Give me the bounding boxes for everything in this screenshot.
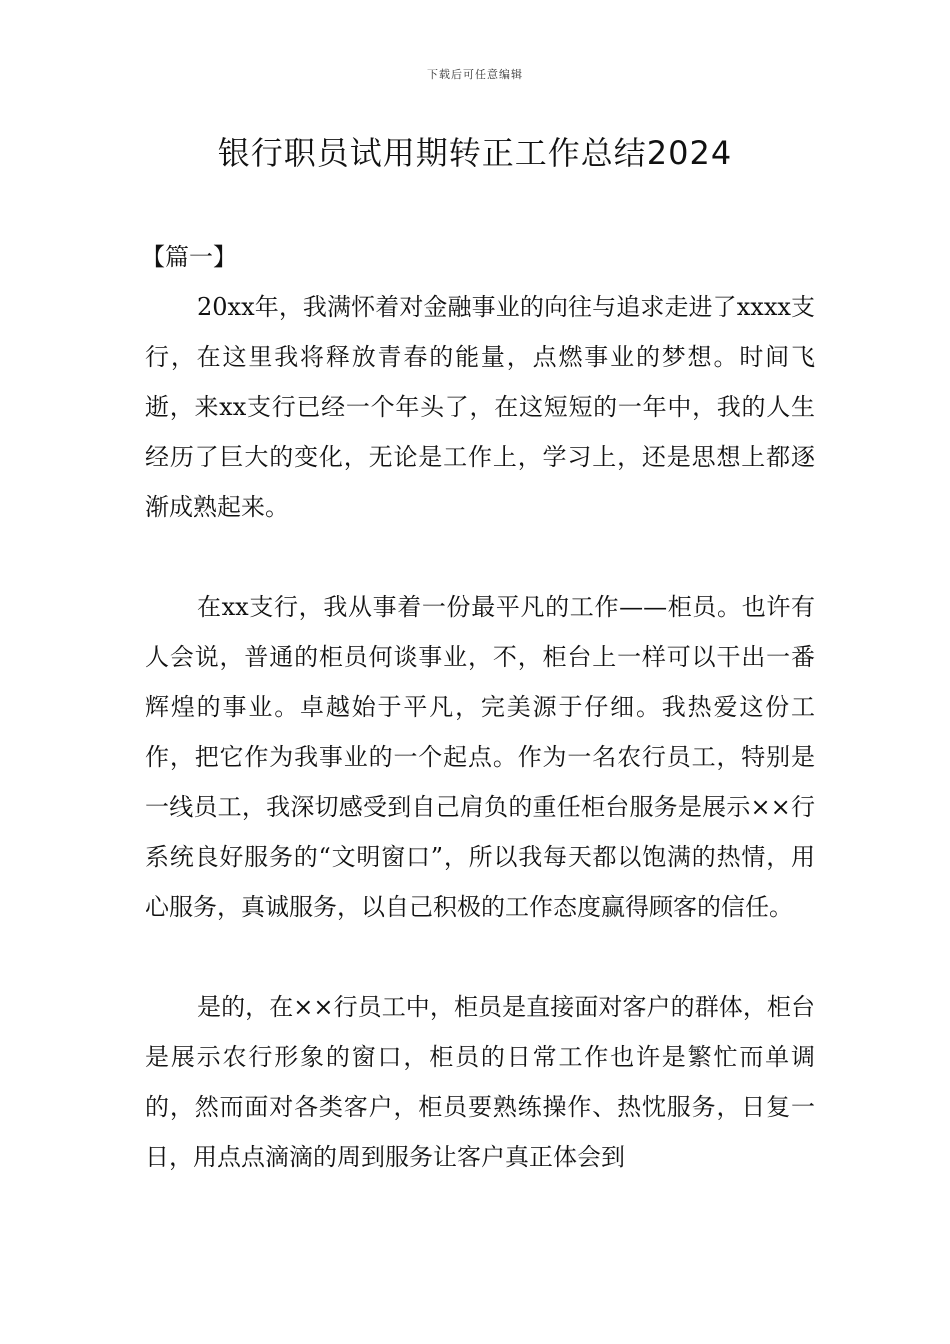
section-label: 【篇一】 bbox=[141, 243, 237, 271]
paragraph-2: 在xx支行，我从事着一份最平凡的工作——柜员。也许有人会说，普通的柜员何谈事业，不，柜台上一样可以干出一番辉煌的事业。卓越始于平凡，完美源于仔细。我热爱这份工作，把它作为我事业的一个起点。作为一名农行员工，特别是一线员工，我深切感受到自己肩负的重任柜台服务是展示××行系统良好服务的“文明窗口”，所以我每天都以饱满的热情，用心服务，真诚服务，以自己积极的工作态度赢得顾客的信任。 bbox=[145, 593, 815, 921]
paragraph-3: 是的，在××行员工中，柜员是直接面对客户的群体，柜台是展示农行形象的窗口，柜员的日常工作也许是繁忙而单调的，然而面对各类客户，柜员要熟练操作、热忱服务，日复一日，用点点滴滴的周到服务让客户真正体会到 bbox=[145, 993, 815, 1171]
paragraph-1: 20xx年，我满怀着对金融事业的向往与追求走进了xxxx支行，在这里我将释放青春的能量，点燃事业的梦想。时间飞逝，来xx支行已经一个年头了，在这短短的一年中，我的人生经历了巨大的变化，无论是工作上，学习上，还是思想上都逐渐成熟起来。 bbox=[145, 293, 815, 521]
paragraph-spacer bbox=[145, 932, 815, 982]
paragraph-spacer bbox=[145, 532, 815, 582]
document-body bbox=[141, 232, 815, 1182]
document-title: 银行职员试用期转正工作总结2024 bbox=[217, 134, 733, 172]
header-note: 下载后可任意编辑 bbox=[427, 68, 523, 81]
